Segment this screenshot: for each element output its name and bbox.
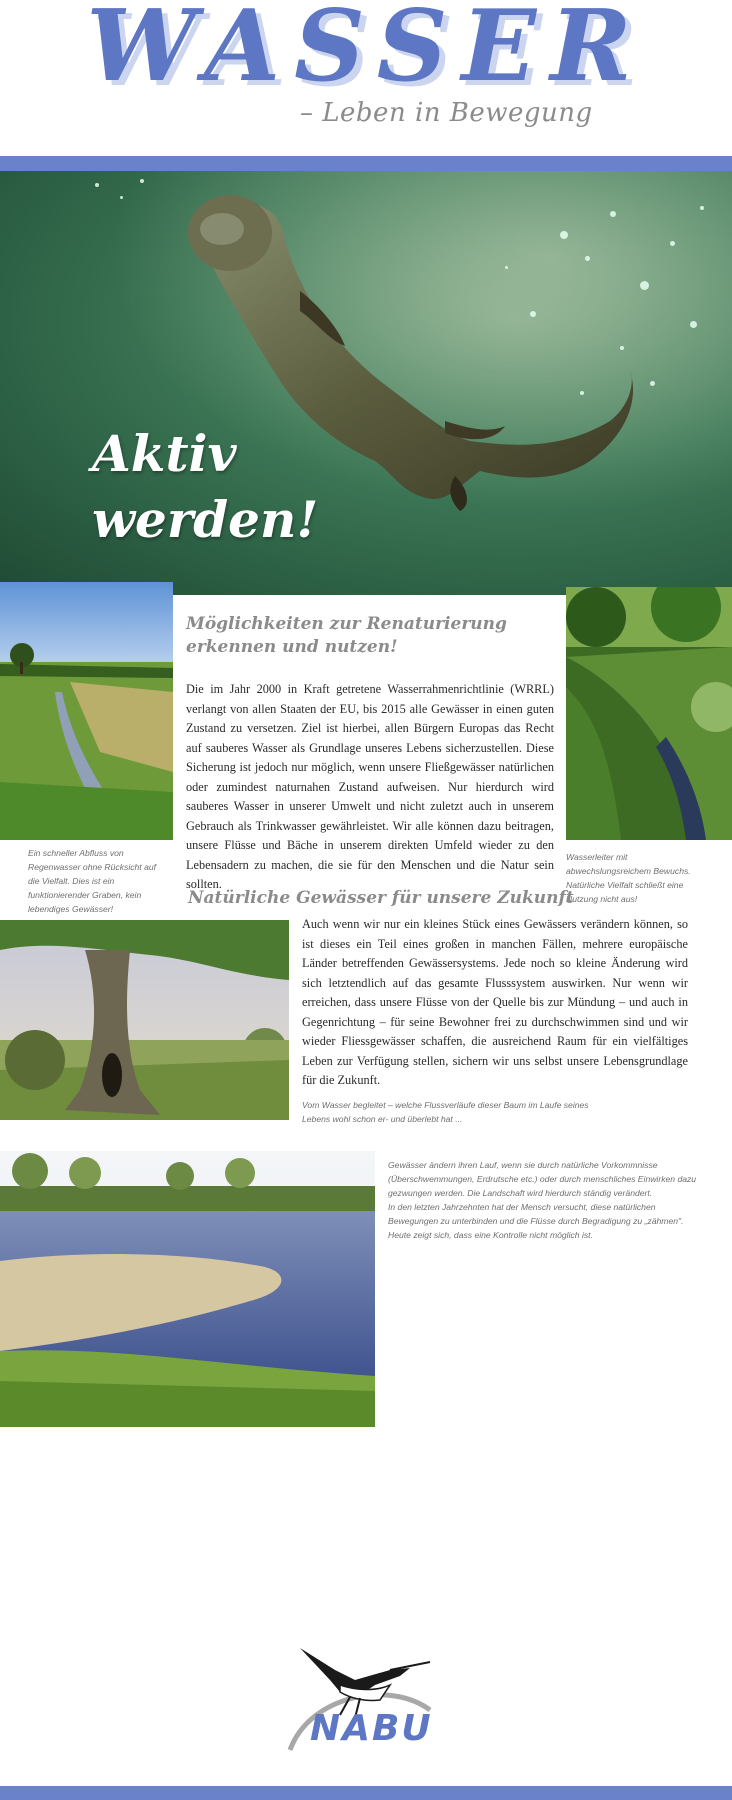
river-sandbank-photo [0, 1151, 375, 1427]
top-blue-bar [0, 156, 732, 171]
river-sandbank-illustration [0, 1151, 375, 1427]
section3-caption-p1: Gewässer ändern ihren Lauf, wenn sie durch natürliche Vorkommnisse (Überschwemmungen, Erdrutsche etc.) oder durch menschliches Einwirken dazu gezwungen werden. Die Landschaft wird hierdurch ständig verändert. [388, 1160, 697, 1198]
section1-heading-line1: Möglichkeiten zur Renaturierung [186, 614, 507, 634]
hero-caption-line2: werden! [92, 490, 319, 549]
section3-caption-p2: In den letzten Jahrzehnten hat der Mensch versucht, diese natürlichen Bewegungen zu unterbinden und die Flüsse durch Begradigung zu „zähmen". Heute zeigt sich, dass eine Kontrolle nicht möglich ist. [388, 1202, 684, 1240]
bottom-blue-bar [0, 1786, 732, 1800]
tree-caption: Vom Wasser begleitet – welche Flussverläufe dieser Baum im Laufe seines Lebens wohl schon er- und überlebt hat ... [302, 1100, 589, 1124]
stream-illustration [566, 587, 732, 840]
nabu-logo-text: NABU [310, 1708, 433, 1749]
ditch-caption: Ein schneller Abfluss von Regenwasser ohne Rücksicht auf die Vielfalt. Dies ist ein funktionierender Graben, kein lebendiges Gewässer! [28, 848, 157, 914]
old-tree-photo [0, 920, 289, 1120]
hero-otter-photo [0, 171, 732, 595]
section2-heading: Natürliche Gewässer für unsere Zukunft [188, 888, 574, 908]
section3-caption [388, 1158, 704, 1242]
poster-subtitle: – Leben in Bewegung [300, 98, 593, 128]
stream-photo [566, 587, 732, 840]
poster-title: WASSER [86, 0, 646, 104]
section1-heading [186, 613, 546, 659]
old-tree-illustration [0, 920, 289, 1120]
hero-caption-line1: Aktiv [92, 424, 237, 483]
section1-heading-line2: erkennen und nutzen! [186, 637, 398, 657]
section2-paragraph: Auch wenn wir nur ein kleines Stück eines Gewässers verändern können, so ist dieses ein Teil eines großen in manchen Fällen, mehrere europäische Länder betreffenden Gewässersystems. Jede noch so kleine Änderung wird sich letztendlich auf das gesamte Flusssystem auswirken. Nur wenn wir erreichen, dass unsere Flüsse von der Quelle bis zur Mündung – und auch in Gegenrichtung – für seine Bewohner frei zu durchschwimmen sind und wir wieder Fliessgewässer schaffen, die ausreichend Raum für ein vielfältiges Leben zur Verfügung stellen, sichern wir uns selbst unsere Lebensgrundlage für die Zukunft. [302, 917, 688, 1087]
section1-paragraph: Die im Jahr 2000 in Kraft getretene Wasserrahmenrichtlinie (WRRL) verlangt von allen Staaten der EU, bis 2015 alle Gewässer in einen guten Zustand zu versetzen. Ziel ist hierbei, allen Bürgern Europas das Recht auf sauberes Wasser als Grundlage unseres Lebens sicherzustellen. Diese Sicherung ist jedoch nur möglich, wenn unsere Fließgewässer natürlichen oder zumindest naturnahen Zustand aufweisen. Nur hierdurch wird sauberes Wasser in unserer Umwelt und nicht zuletzt auch in unserem Gebrauch als Trinkwasser gewährleistet. Wir alle können dazu beitragen, unsere Flüsse und Bäche in unserem direkten Umfeld wieder zu den Lebensadern zu machen, die sie für den Menschen und die Natur sein sollten. [186, 682, 554, 891]
stream-caption: Wasserleiter mit abwechslungsreichem Bewuchs. Natürliche Vielfalt schließt eine Nutzung nicht aus! [566, 852, 691, 904]
hero-caption [92, 421, 318, 553]
nabu-logo [280, 1640, 460, 1760]
ditch-field-photo [0, 582, 173, 840]
ditch-field-illustration [0, 582, 173, 840]
